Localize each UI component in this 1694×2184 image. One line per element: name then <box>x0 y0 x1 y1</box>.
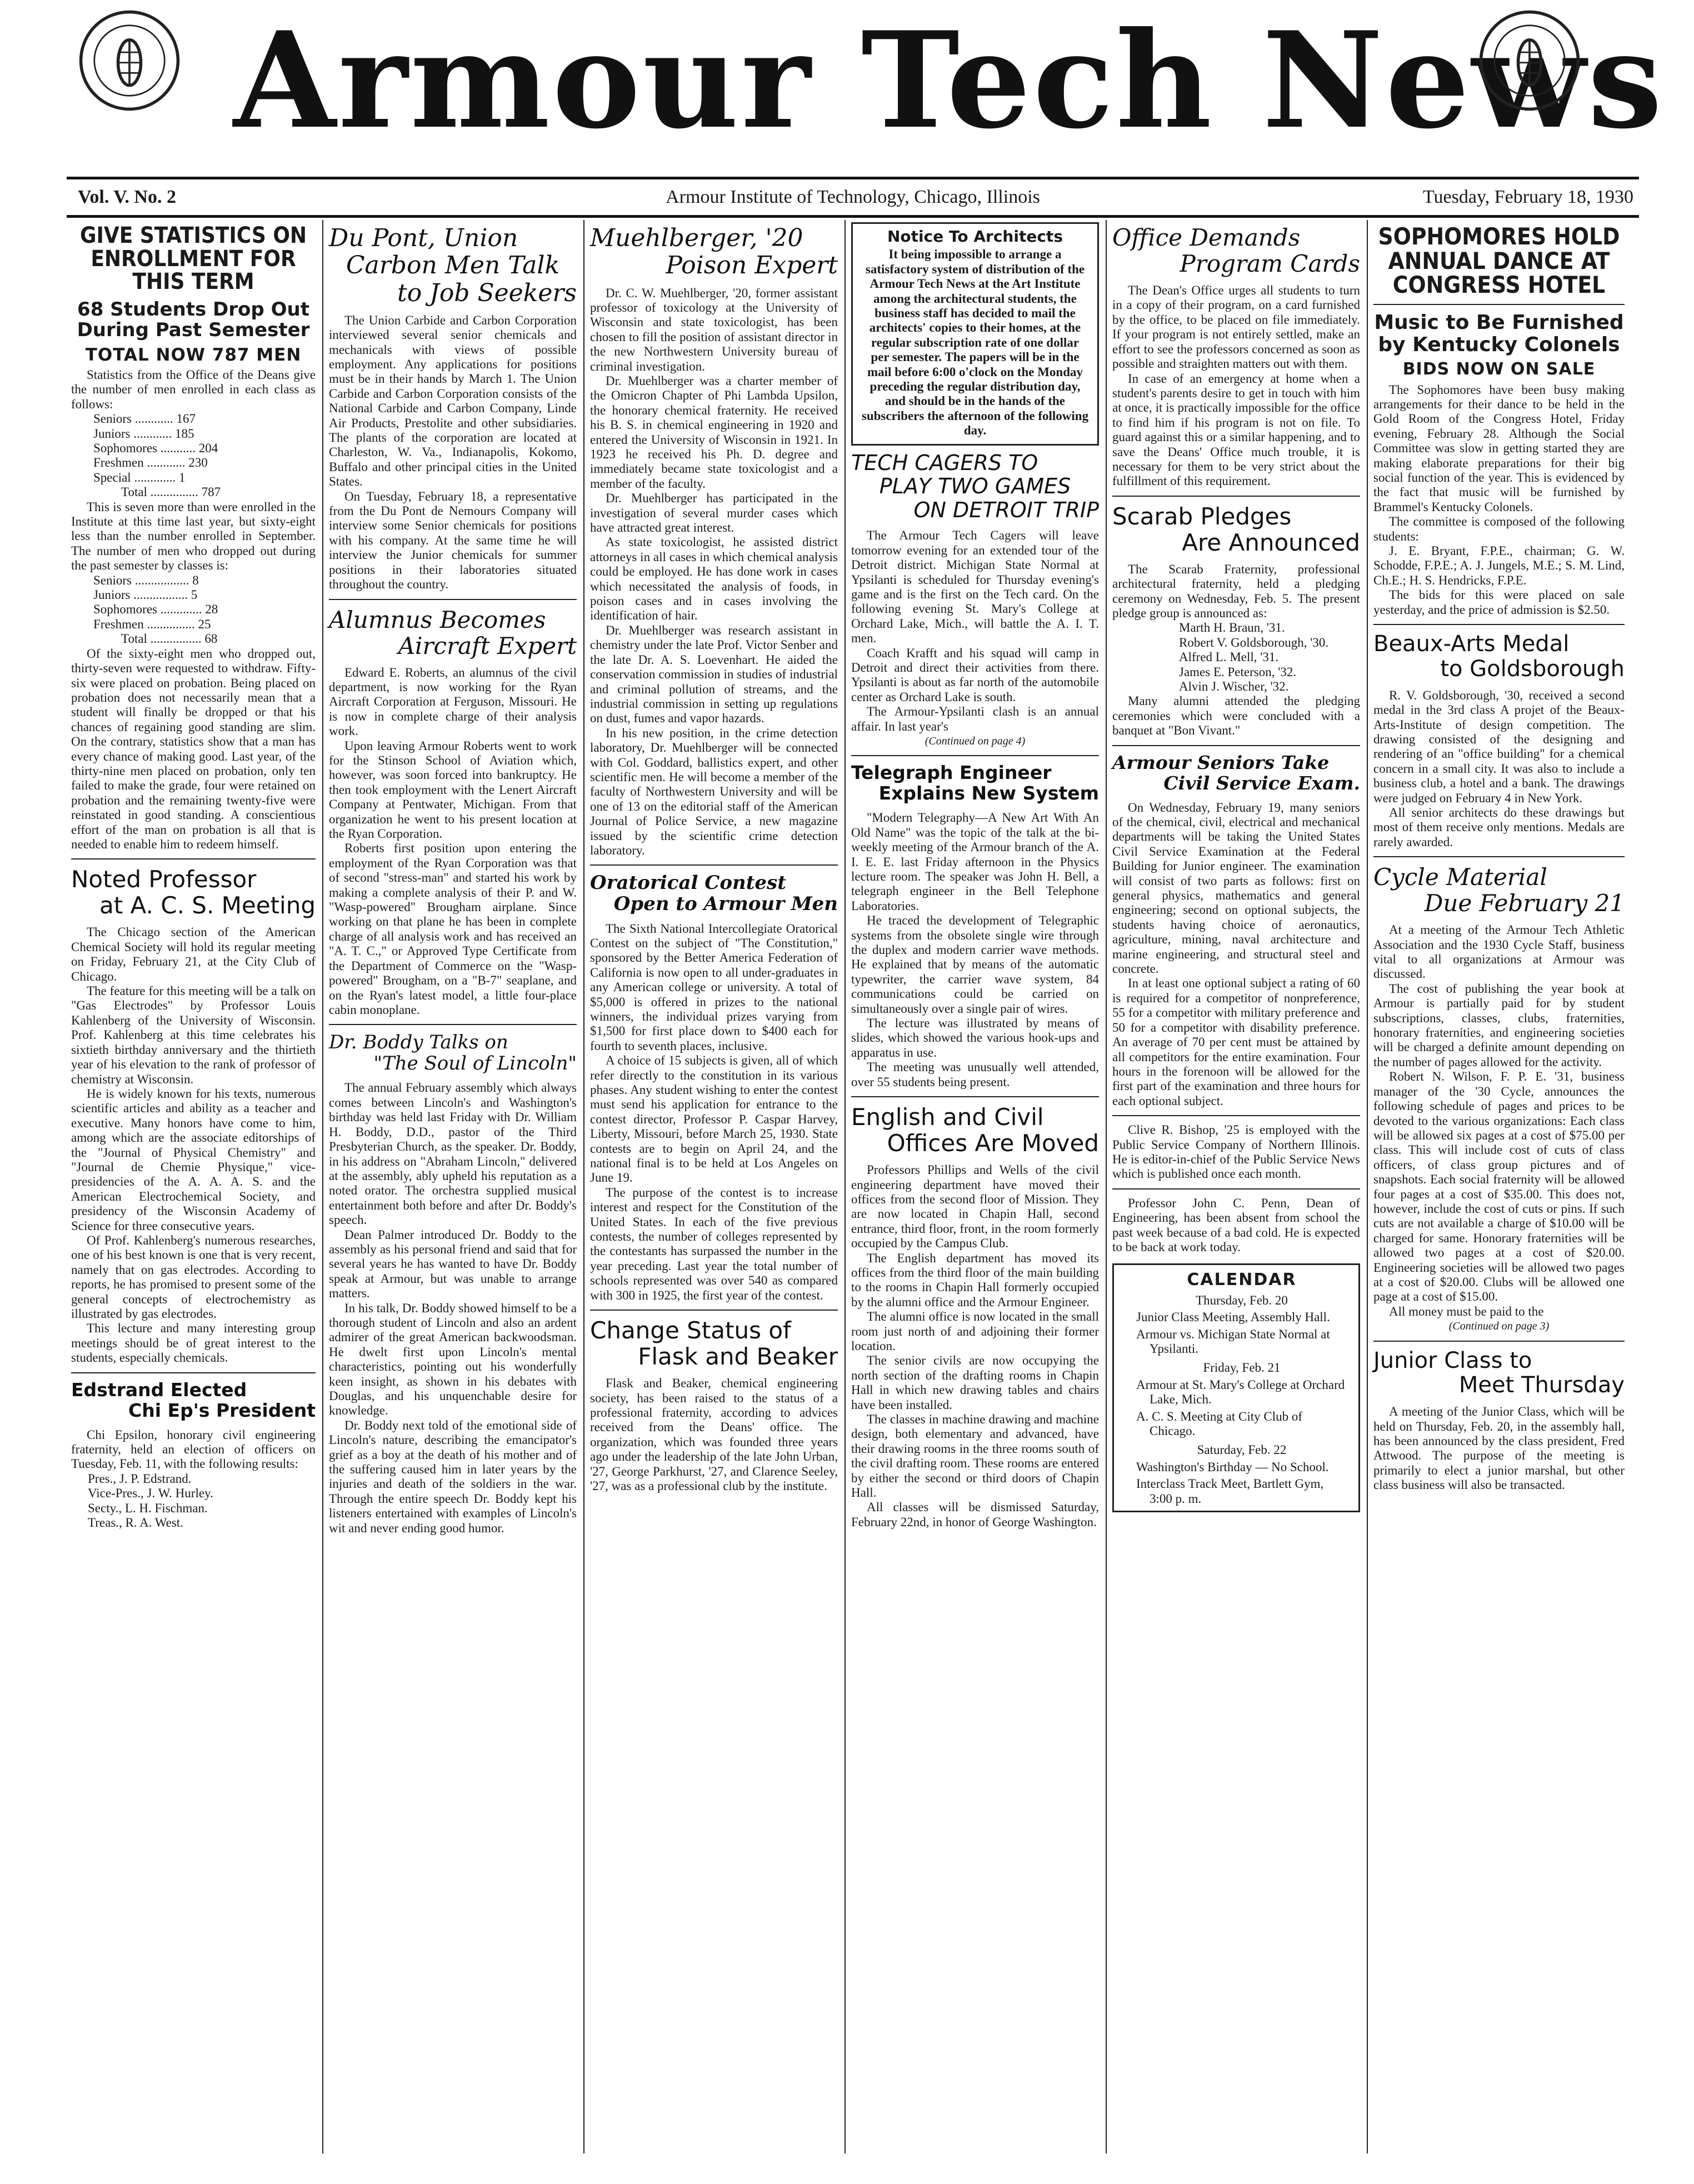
stat-line: Juniors ................. 5 <box>93 588 198 602</box>
paragraph: Chi Epsilon, honorary civil engineering fraternity, held an election of officers on Tuesday, Feb. 11, with the following results: <box>71 1427 316 1471</box>
column-1 <box>71 220 316 2159</box>
paragraph: J. E. Bryant, F.P.E., chairman; G. W. Schodde, F.P.E.; A. J. Jungels, M.E.; S. M. Lind, Ch.E.; H. S. Hendricks, F.P.E. <box>1373 544 1625 587</box>
paragraph: This lecture and many interesting group meetings should be of great interest to the students, especially chemicals. <box>71 1321 316 1365</box>
column-3 <box>590 220 838 2159</box>
paragraph: He traced the development of Telegraphic systems from the obsolete single wire through the duplex and modern carrier wave methods. He explained that by means of the automatic typewriter, the carrier wave system, 84 communications could be carried on simultaneously over a single pair of wires. <box>851 913 1099 1016</box>
article-divider <box>1373 856 1625 857</box>
paragraph: A meeting of the Junior Class, which will be held on Thursday, Feb. 20, in the assembly hall, has been announced by the class president, Fred Attwood. The purpose of the meeting is primarily to elect a junior marshal, but other class business will also be transacted. <box>1373 1405 1625 1492</box>
volume-number: Vol. V. No. 2 <box>78 187 176 207</box>
continued-note: (Continued on page 4) <box>925 735 1026 748</box>
column-rule <box>844 220 846 2153</box>
stat-line: Freshmen ............... 25 <box>93 617 211 631</box>
article-headline: SOPHOMORES HOLD ANNUAL DANCE AT CONGRESS HOTEL <box>1378 223 1620 299</box>
notice-title: Notice To Architects <box>887 227 1063 246</box>
calendar-event: Armour vs. Michigan State Normal at Ypsilanti. <box>1136 1327 1330 1356</box>
column-rule <box>583 220 584 2153</box>
stat-line: Juniors ............ 185 <box>93 426 194 441</box>
paragraph: The Sophomores have been busy making arrangements for their dance to be held in the Gold Room of the Congress Hotel, Friday evening, February 28. Although the Social Committee was slow in getting started they are making elaborate preparations for their big social function of the year. This is evidenced by the fact that music will be furnished by Brammel's Kentucky Colonels. <box>1373 382 1625 514</box>
paragraph: Edward E. Roberts, an alumnus of the civil department, is now working for the Ryan Aircraft Corporation at Ferguson, Missouri. He is now in complete charge of their analysis work. <box>329 665 577 738</box>
paragraph: The purpose of the contest is to increase interest and respect for the Constitution of the United States. In each of the five previous contests, the number of colleges represented by the contestants has surpassed the number in the year preceding. Last year the total number of schools represented was over 540 as compared with 300 in 1925, the first year of the contest. <box>590 1185 838 1302</box>
paragraph: Statistics from the Office of the Deans give the number of men enrolled in each class as follows: <box>71 367 316 411</box>
article-headline: Office Demands Program Cards <box>1112 224 1360 278</box>
paragraph: The Dean's Office urges all students to turn in a copy of their program, on a card furnished by the office, to be placed on file immediately. If your program is not entirely settled, make an effort to see the professors concerned as soon as possible and straighten matters out with them. <box>1112 283 1360 371</box>
paragraph: The feature for this meeting will be a talk on "Gas Electrodes" by Professor Louis Kahlenberg of the University of Wisconsin. Prof. Kahlenberg at this time celebrates his sixtieth birthday anniversary and the thirtieth year of his elevation to the rank of professor of chemistry at Wisconsin. <box>71 984 316 1086</box>
paragraph: A choice of 15 subjects is given, all of which refer directly to the constitution in its various phases. Any student wishing to enter the contest must send his application for entrance to the contest director, Professor P. Caspar Harvey, Liberty, Missouri, before March 25, 1930. State contests are to begin on April 24, and the national final is to be held at Los Angeles on June 19. <box>590 1053 838 1185</box>
paragraph: Professors Phillips and Wells of the civil engineering department have moved their offices from the second floor of Mission. They are now located in Chapin Hall, second entrance, third floor, front, in the room formerly occupied by the Campus Club. <box>851 1163 1099 1251</box>
calendar-event: A. C. S. Meeting at City Club of Chicago. <box>1136 1409 1302 1438</box>
paragraph: The Armour Tech Cagers will leave tomorrow evening for an extended tour of the Detroit district. Michigan State Normal at Ypsilanti is scheduled for Thursday evening's game and is the first on the Tech card. On the following evening St. Mary's College at Orchard Lake, Mich., will battle the A. I. T. men. <box>851 528 1099 646</box>
seal-right-logo <box>1478 9 1581 112</box>
paragraph: The meeting was unusually well attended, over 55 students being present. <box>851 1060 1099 1089</box>
article-subheadline: Music to Be Furnished by Kentucky Colonels <box>1374 311 1624 356</box>
paragraph: The classes in machine drawing and machine design, both elementary and advanced, have their drawing rooms in the three rooms south of the civil drafting room. These rooms are entered by either the second or third doors of Chapin Hall. <box>851 1412 1099 1500</box>
calendar-box <box>1112 1263 1360 1512</box>
paragraph: The Armour-Ypsilanti clash is an annual affair. In last year's <box>851 704 1099 733</box>
article-divider <box>1373 1341 1625 1342</box>
seal-left-logo <box>78 9 181 112</box>
calendar-day: Friday, Feb. 21 <box>1203 1361 1281 1375</box>
stat-line: Freshmen ............ 230 <box>93 456 208 470</box>
paragraph: The Sixth National Intercollegiate Oratorical Contest on the subject of "The Constitution," sponsored by the Better America Federation of California is now open to all under-graduates in any American college or university. A total of $5,000 is offered in prizes to the national winners, the individual prizes varying from $1,500 for first place down to $400 each for fourth to seventh places, inclusive. <box>590 921 838 1053</box>
article-divider <box>329 1024 577 1025</box>
paragraph: On Wednesday, February 19, many seniors of the chemical, civil, electrical and mechanical departments will be taking the United States Civil Service Examination at the Federal Building for Junior engineer. The examination will consist of two parts as follows: first on general physics, mathematics and general engineering; second on optional subjects, the students having choice of aeronautics, agriculture, mining, naval architecture and marine engineering, and structural steel and concrete. <box>1112 800 1360 976</box>
dateline-bar <box>67 177 1639 218</box>
column-2 <box>329 220 577 2159</box>
paragraph: Flask and Beaker, chemical engineering society, has been raised to the status of a professional fraternity, according to advices received from the Deans' office. The organization, which was founded three years ago under the leadership of the late John Urban, '27, George Parkhurst, '27, and Clarence Seeley, '27, was as a professional club by the institute. <box>590 1376 838 1493</box>
article-headline: Dr. Boddy Talks on "The Soul of Lincoln" <box>329 1031 577 1075</box>
paragraph: In his new position, in the crime detection laboratory, Dr. Muehlberger will be connected with Col. Goddard, ballistics expert, and other scientific men. He will become a member of the faculty of Northwestern University and will be one of 13 on the editorial staff of the American Journal of Police Service, a new magazine issued by the scientific crime detection laboratory. <box>590 726 838 857</box>
paragraph: The Chicago section of the American Chemical Society will hold its regular meeting on Friday, February 21, at the City Club of Chicago. <box>71 925 316 983</box>
article-headline: Cycle Material Due February 21 <box>1373 863 1625 917</box>
article-divider <box>1112 745 1360 746</box>
paragraph: On Tuesday, February 18, a representative from the Du Pont de Nemours Company will interview some Senior chemicals for positions with his company. At the same time he will interview the Junior chemicals for summer positions in their laboratories situated throughout the country. <box>329 489 577 592</box>
pledge-name: Alvin J. Wischer, '32. <box>1179 679 1289 694</box>
paragraph: All senior architects do these drawings but most of them receive only mentions. Medals are rarely awarded. <box>1373 805 1625 849</box>
article-headline: Telegraph Engineer Explains New System <box>851 762 1099 804</box>
paragraph: Upon leaving Armour Roberts went to work for the Stinson School of Aviation which, however, was soon forced into bankruptcy. He then took employment with the Lenert Aircraft Company at Pentwater, Michigan. From that organization he went to his present location at the Ryan Corporation. <box>329 738 577 841</box>
article-divider <box>851 1096 1099 1097</box>
paragraph: In at least one optional subject a rating of 60 is required for a competitor of nonpreference, 55 for a competitor with military preference and 50 for a competitor with disability preference. An average of 70 per cent must be attained by all competitors for the entire examination. Four hours in the forenoon will be allowed for the first part of the examination and three hours for each optional subject. <box>1112 976 1360 1108</box>
paragraph: The alumni office is now located in the small room just north of and adjoining their former location. <box>851 1310 1099 1353</box>
calendar-event: Interclass Track Meet, Bartlett Gym, 3:00 p. m. <box>1136 1477 1324 1506</box>
article-headline: Noted Professor at A. C. S. Meeting <box>71 866 316 919</box>
article-divider <box>1373 304 1625 305</box>
calendar-event: Armour at St. Mary's College at Orchard Lake, Mich. <box>1136 1377 1345 1407</box>
paragraph: Many alumni attended the pledging ceremonies which were concluded with a banquet at "Bon Vivant." <box>1112 694 1360 738</box>
paragraph: Dr. C. W. Muehlberger, '20, former assistant professor of toxicology at the University of Wisconsin and state toxicologist, has been chosen to fill the position of assistant director in the new Northwestern University bureau of criminal investigation. <box>590 286 838 373</box>
paragraph: "Modern Telegraphy—A New Art With An Old Name" was the topic of the talk at the bi-weekly meeting of the Armour branch of the A. I. E. E. last Friday afternoon in the Physics lecture room. The speaker was John H. Bell, a telegraph engineer in the Bell Telephone Laboratories. <box>851 811 1099 913</box>
paragraph: Dr. Boddy next told of the emotional side of Lincoln's nature, describing the emancipator's grief as a boy at the death of his mother and of the suffering caused him in later years by the injuries and death of the soldiers in the war. Through the entire speech Dr. Boddy kept his listeners entertained with examples of Lincoln's wit and never ending good humor. <box>329 1418 577 1535</box>
column-5 <box>1112 220 1360 2159</box>
stat-line: Sophomores ........... 204 <box>93 441 218 455</box>
article-headline: Beaux-Arts Medal to Goldsborough <box>1373 631 1625 682</box>
stat-line: Seniors ............ 167 <box>93 412 196 426</box>
article-divider <box>851 755 1099 756</box>
paragraph: R. V. Goldsborough, '30, received a second medal in the 3rd class A projet of the Beaux-Arts-Institute of design competition. The drawing consisted of the designing and rendering of an "office building" for a chemical concern in a small city. It was also to include a business club, a hotel and a bank. The drawings were judged on February 4 in New York. <box>1373 688 1625 805</box>
column-rule <box>322 220 323 2153</box>
article-headline: Muehlberger, '20 Poison Expert <box>590 224 838 280</box>
paragraph: Clive R. Bishop, '25 is employed with the Public Service Company of Northern Illinois. He is editor-in-chief of the Public Service News which is published once each month. <box>1112 1123 1360 1181</box>
paragraph: He is widely known for his texts, numerous scientific articles and ability as a teacher and executive. Many honors have come to him, among which are the associate editorships of the "Journal of Physical Chemistry" and "Journal de Chemie Physique," vice-presidencies of the A. A. A. S. and the American Electrochemical Society, and presidency of the Wisconsin Academy of Science for three consecutive years. <box>71 1086 316 1233</box>
article-divider <box>329 599 577 600</box>
paragraph: As state toxicologist, he assisted district attorneys in all cases in which chemical analysis could be employed. He has done work in cases which necessitated the analysis of foods, in poison cases and in cases involving the identification of hair. <box>590 535 838 623</box>
paragraph: At a meeting of the Armour Tech Athletic Association and the 1930 Cycle Staff, business vital to all organizations at Armour was discussed. <box>1373 923 1625 981</box>
article-headline: Oratorical Contest Open to Armour Men <box>590 872 838 916</box>
article-divider <box>1112 1188 1360 1190</box>
paragraph: Coach Krafft and his squad will camp in Detroit and direct their activities from there. Ypsilanti is about as far north of the automobile center as Orchard Lake is south. <box>851 646 1099 704</box>
paragraph: All classes will be dismissed Saturday, February 22nd, in honor of George Washington. <box>851 1500 1099 1529</box>
issue-date: Tuesday, February 18, 1930 <box>1422 187 1633 207</box>
article-headline: Armour Seniors Take Civil Service Exam. <box>1112 751 1360 794</box>
article-divider <box>1112 496 1360 497</box>
paragraph: Of Prof. Kahlenberg's numerous researches, one of his best known is one that is very recent, namely that on gas electrodes. According to reports, he has promised to present some of the general concepts of electrochemistry as illustrated by gas electrodes. <box>71 1233 316 1321</box>
calendar-day: Saturday, Feb. 22 <box>1197 1443 1287 1457</box>
paragraph: The lecture was illustrated by means of slides, which showed the various hook-ups and apparatus in use. <box>851 1016 1099 1059</box>
article-headline: Edstrand Elected Chi Ep's President <box>71 1378 316 1421</box>
paragraph: The senior civils are now occupying the north section of the drafting rooms in Chapin Hall in which new drawing tables and chairs have been installed. <box>851 1353 1099 1412</box>
stat-total: Total ............... 787 <box>121 485 221 499</box>
calendar-title: CALENDAR <box>1187 1270 1297 1290</box>
continued-note: (Continued on page 3) <box>1448 1320 1550 1333</box>
paragraph: Robert N. Wilson, F. P. E. '31, business manager of the '30 Cycle, announces the following schedule of pages and prices to be devoted to the various organizations: Each class will be allowed six pages at a cost of $75.00 per class. This will include cost of cuts of class officers, of class group pictures and of snapshots. Each social fraternity will be allowed four pages at a cost of $35.00. This does not, however, include the cost of cuts or pins. If such cuts are not available a charge of $10.00 will be charged for same. Honorary fraternities will be allowed two pages at a cost of $20.00. Engineering societies will be allowed two pages at a cost of $20.00. Clubs will be allowed one page at a cost of $15.00. <box>1373 1069 1625 1304</box>
pledge-name: James E. Peterson, '32. <box>1179 664 1297 679</box>
article-divider <box>71 1372 316 1373</box>
paragraph: The committee is composed of the following students: <box>1373 514 1625 543</box>
stat-line: Seniors ................. 8 <box>93 573 199 587</box>
officer-line: Vice-Pres., J. W. Hurley. <box>88 1486 213 1501</box>
paragraph: Dean Palmer introduced Dr. Boddy to the assembly as his personal friend and said that for several years he has wanted to have Dr. Boddy speak at Armour, but was unable to arrange matters. <box>329 1227 577 1301</box>
paragraph: All money must be paid to the <box>1389 1304 1544 1318</box>
stat-line: Sophomores ............. 28 <box>93 602 218 617</box>
article-headline: Junior Class to Meet Thursday <box>1373 1347 1625 1398</box>
paragraph: The English department has moved its offices from the third floor of the main building to the rooms in Chapin Hall formerly occupied by the alumni office and the Armour Engineer. <box>851 1251 1099 1309</box>
stat-line: Special ............. 1 <box>93 470 186 484</box>
pledge-name: Marth H. Braun, '31. <box>1179 621 1285 635</box>
article-headline: English and Civil Offices Are Moved <box>851 1103 1099 1157</box>
paragraph: In his talk, Dr. Boddy showed himself to be a thorough student of Lincoln and also an ardent admirer of the great American backwoodsman. He dwelt first upon Lincoln's mental characteristics, pointing out his wonderfully keen insight, as shown in his debates with Douglas, and his unquenchable desire for knowledge. <box>329 1301 577 1418</box>
paragraph: Dr. Muehlberger has participated in the investigation of several murder cases which have attracted great interest. <box>590 491 838 535</box>
article-deck: BIDS NOW ON SALE <box>1402 359 1596 379</box>
article-divider <box>1112 1115 1360 1116</box>
article-headline: Change Status of Flask and Beaker <box>590 1317 838 1371</box>
calendar-day: Thursday, Feb. 20 <box>1196 1293 1288 1307</box>
article-headline: Scarab Pledges Are Announced <box>1112 502 1360 556</box>
article-divider <box>71 858 316 859</box>
paragraph: Dr. Muehlberger was a charter member of the Omicron Chapter of Phi Lambda Upsilon, the honorary chemical fraternity. He received his B. S. in chemical engineering in 1920 and entered the University of Wisconsin in 1921. In 1923 he received his Ph. D. degree and immediately became state toxicologist and a member of the faculty. <box>590 373 838 491</box>
column-4 <box>851 220 1099 2159</box>
calendar-event: Washington's Birthday — No School. <box>1136 1460 1329 1474</box>
paragraph: The bids for this were placed on sale yesterday, and the price of admission is $2.50. <box>1373 588 1625 617</box>
paragraph: The Union Carbide and Carbon Corporation interviewed several senior chemicals and mechanicals with views of possible employment. Any applications for positions must be in their hands by March 1. The Union Carbide and Carbon Corporation consists of the National Carbide and Carbon Company, Linde Air Products, Prestolite and other subsidiaries. The plants of the corporation are located at Charleston, W. Va., Indianapolis, Kokomo, Buffalo and other principal cities in the United States. <box>329 313 577 489</box>
paragraph: Professor John C. Penn, Dean of Engineering, has been absent from school the past week because of a bad cold. He is expected to be back at work today. <box>1112 1196 1360 1254</box>
paragraph: Roberts first position upon entering the employment of the Ryan Corporation was that of second "stress-man" and started his work by making a complete analysis of their P. and W. "Wasp-powered" Brougham airplane. Since working on that plane he has been in complete charge of all analysis work and has received an "A. T. C.," or Approved Type Certificate from the Department of Commerce on the "Wasp-powered" Brougham, on a "B-7" seaplane, and on the Ryan's latest model, a little four-place cabin monoplane. <box>329 841 577 1017</box>
article-headline: Du Pont, Union Carbon Men Talk to Job Seekers <box>329 224 577 307</box>
paragraph: Dr. Muehlberger was research assistant in chemistry under the late Prof. Victor Senber and the late Dr. A. S. Loevenhart. He aided the conservation commission in studies of industrial and criminal pollution of streams, and the industrial commission in setting up regulations on dust, fumes and vapor hazards. <box>590 623 838 726</box>
officer-line: Pres., J. P. Edstrand. <box>88 1471 192 1486</box>
officer-line: Secty., L. H. Fischman. <box>88 1501 208 1515</box>
article-headline: Alumnus Becomes Aircraft Expert <box>329 606 577 659</box>
article-headline: TECH CAGERS TO PLAY TWO GAMES ON DETROIT TRIP <box>851 450 1099 522</box>
article-subheadline: 68 Students Drop Out During Past Semester <box>77 298 310 342</box>
paragraph: Of the sixty-eight men who dropped out, thirty-seven were requested to withdraw. Fifty-six were placed on probation. Being placed on probation does not necessarily mean that a student will finally be dropped or that his chances of regaining good standing are slim. On the contrary, statistics show that a man has every chance of making good. Last year, of the thirty-nine men placed on probation, only ten failed to make the grade, four were retained on probation and the remaining twenty-five were reinstated in good standing. A conscientious effort of the man on probation is all that is needed to enable him to redeem himself. <box>71 646 316 851</box>
article-headline: GIVE STATISTICS ON ENROLLMENT FOR THIS TERM <box>79 223 307 295</box>
paragraph: The cost of publishing the year book at Armour is partially paid for by student subscriptions, classes, clubs, fraternities, honorary fraternities, and engineering societies will be charged a definite amount depending on the number of pages allowed for the activity. <box>1373 981 1625 1069</box>
column-6 <box>1373 220 1625 2159</box>
pledge-name: Robert V. Goldsborough, '30. <box>1179 635 1329 649</box>
notice-body: It being impossible to arrange a satisfactory system of distribution of the Armour Tech News at the Art Institute among the architectural students, the business staff has decided to mail the architects' copies to their homes, at the regular subscription rate of one dollar per semester. The papers will be in the mail before 6:00 o'clock on the Monday preceding the regular distribution day, and should be in the hands of the subscribers the afternoon of the following day. <box>861 247 1089 438</box>
column-rule <box>1367 220 1368 2153</box>
article-deck: TOTAL NOW 787 MEN <box>85 344 302 365</box>
article-divider <box>1373 624 1625 625</box>
officer-line: Treas., R. A. West. <box>88 1515 183 1530</box>
paragraph: In case of an emergency at home when a student's parents desire to get in touch with him at once, it is practically impossible for the office to find him if his program is not on file. To guard against this or a similar happening, and to save the Deans' Office much trouble, it is necessary for them to be very strict about the fulfillment of this requirement. <box>1112 371 1360 488</box>
masthead-title: Armour Tech News <box>233 3 1665 158</box>
stat-total: Total ................ 68 <box>121 632 218 646</box>
column-rule <box>1106 220 1107 2153</box>
pledge-name: Alfred L. Mell, '31. <box>1179 650 1279 664</box>
paragraph: The Scarab Fraternity, professional architectural fraternity, held a pledging ceremony on Wednesday, Feb. 5. The present pledge group is announced as: <box>1112 562 1360 621</box>
paragraph: This is seven more than were enrolled in the Institute at this time last year, but sixty-eight less than the number enrolled in September. The number of men who dropped out during the past semester by classes is: <box>71 499 316 573</box>
article-divider <box>590 1310 838 1311</box>
institution-name: Armour Institute of Technology, Chicago, Illinois <box>666 187 1040 207</box>
calendar-event: Junior Class Meeting, Assembly Hall. <box>1136 1310 1330 1325</box>
notice-box <box>851 222 1099 446</box>
paragraph: The annual February assembly which always comes between Lincoln's and Washington's birthday was held last Friday with Dr. William H. Boddy, D.D., pastor of the Third Presbyterian Church, as the speaker. Dr. Boddy, in his address on "Abraham Lincoln," delivered at the assembly, ably upheld his reputation as a noted orator. The orchestra supplied musical entertainment both before and after Dr. Boddy's speech. <box>329 1081 577 1227</box>
article-divider <box>590 864 838 866</box>
